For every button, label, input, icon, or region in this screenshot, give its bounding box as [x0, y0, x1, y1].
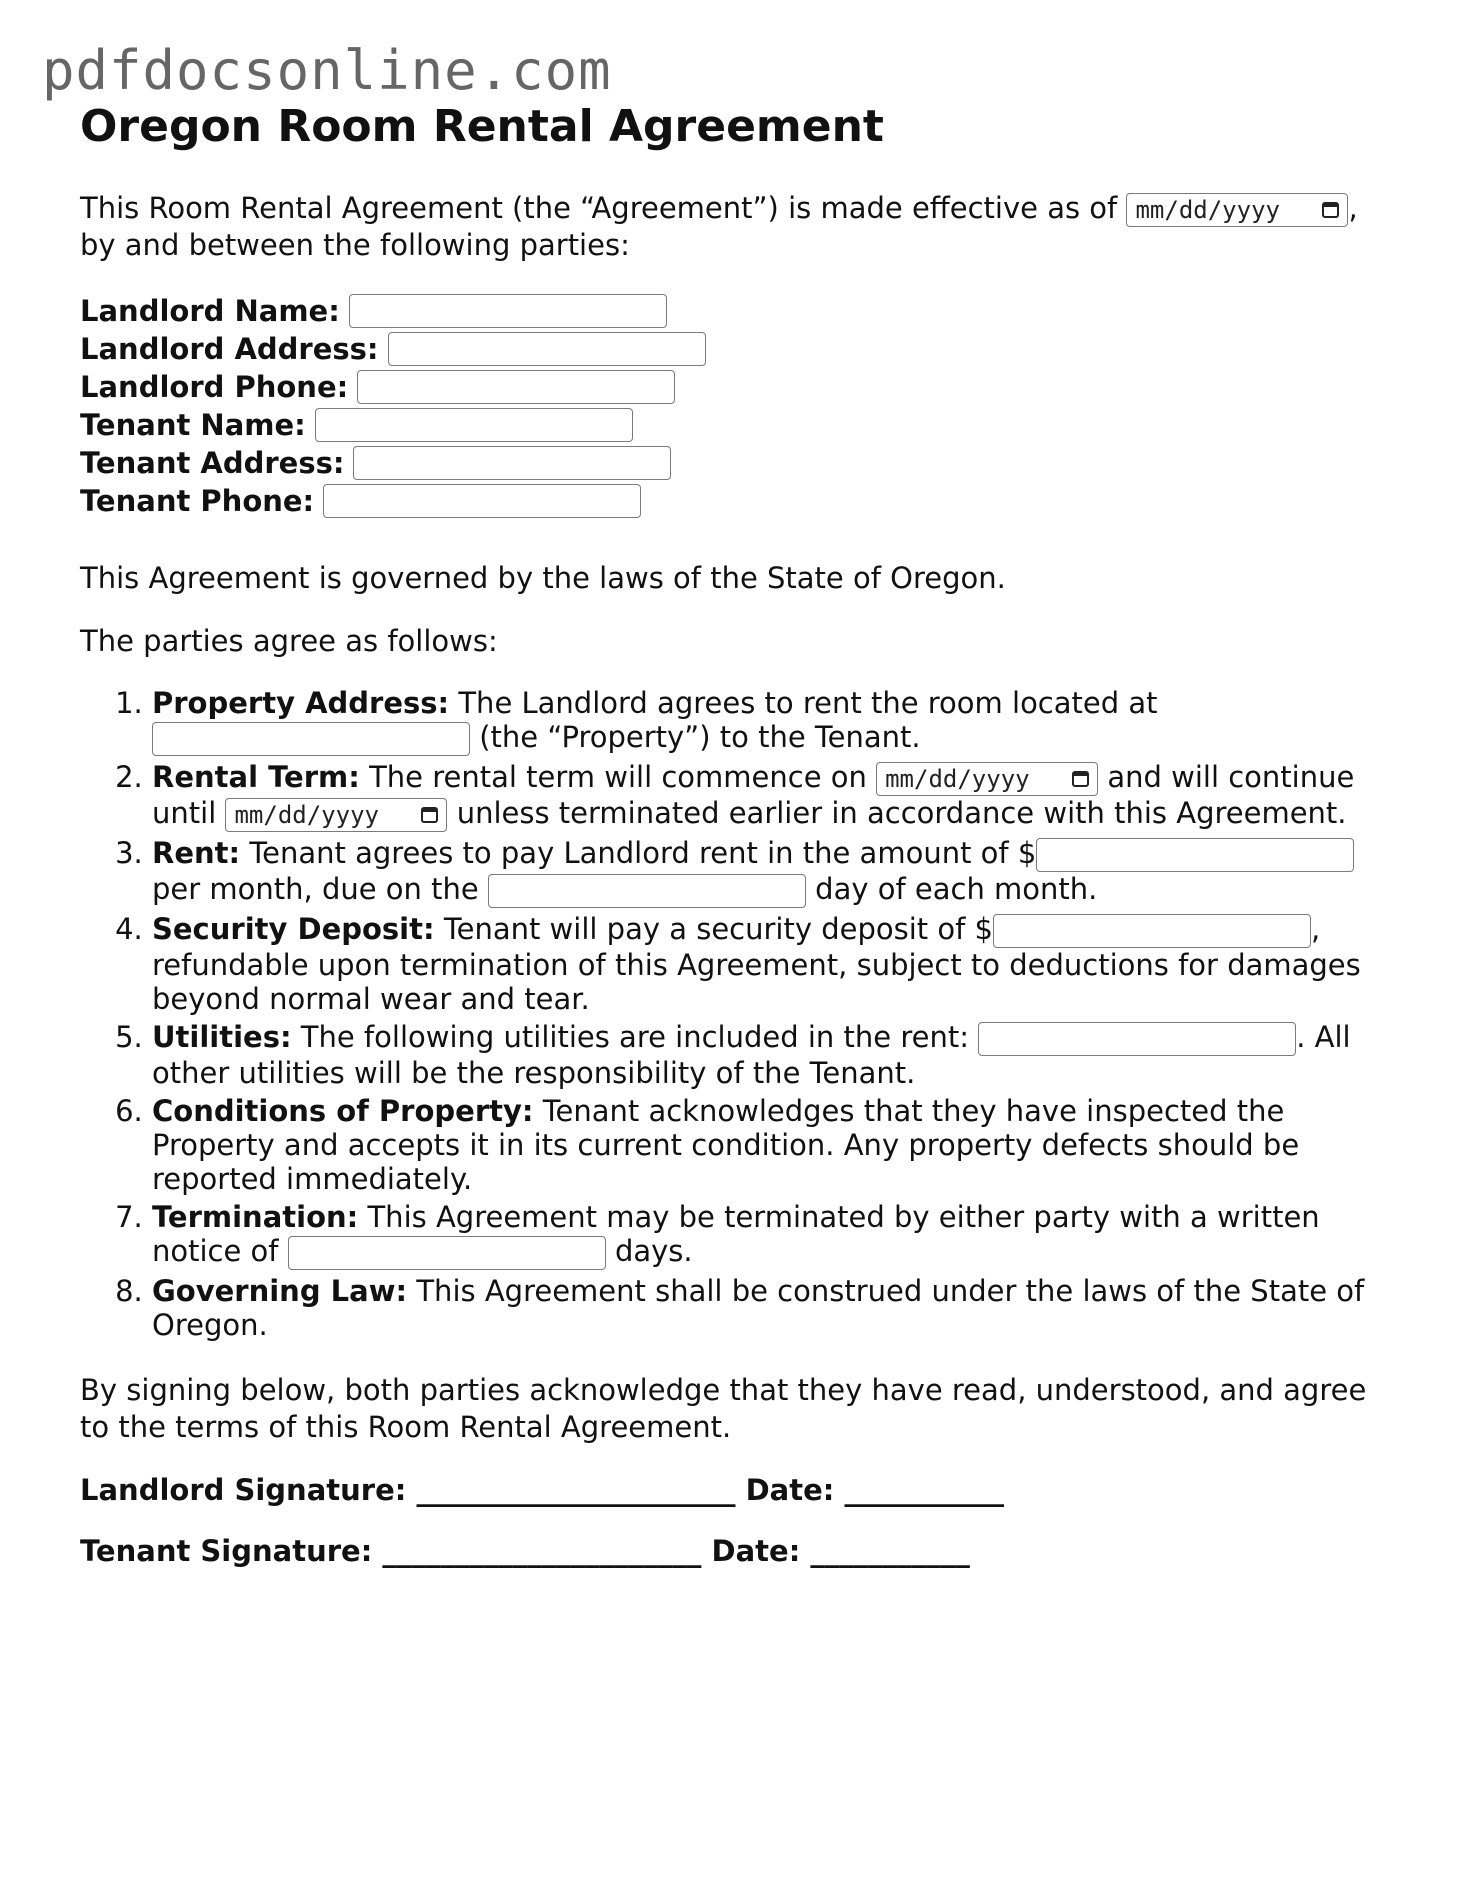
landlord-phone-input[interactable] — [357, 370, 675, 404]
watermark: pdfdocsonline.com — [42, 39, 612, 102]
term-text: unless terminated earlier in accordance with this Agreement. — [456, 796, 1347, 830]
tenant-signature-row — [80, 1533, 1400, 1569]
landlord-signature-line[interactable]: ______________________ — [416, 1473, 736, 1507]
landlord-date-line[interactable]: ___________ — [844, 1473, 1004, 1507]
closing-statement: By signing below, both parties acknowledge that they have read, understood, and agree to the terms of this Room Rental Agreement. — [80, 1373, 1367, 1444]
notice-days-input[interactable] — [288, 1236, 606, 1270]
tenant-address-row — [80, 444, 1400, 482]
date-placeholder: mm/dd/yyyy — [1135, 195, 1280, 224]
term-heading: Property Address: — [152, 686, 450, 720]
tenant-signature-line[interactable]: ______________________ — [382, 1534, 702, 1568]
tenant-signature-label: Tenant Signature: — [80, 1534, 373, 1568]
landlord-name-label: Landlord Name: — [80, 294, 340, 328]
rent-amount-input[interactable] — [1036, 838, 1354, 872]
term-text: day of each month. — [815, 872, 1098, 906]
landlord-signature-row — [80, 1472, 1400, 1508]
document — [80, 100, 1400, 1569]
term-text: This Agreement shall be construed under the laws of the State of Oregon. — [152, 1274, 1365, 1342]
end-date-input[interactable] — [225, 798, 447, 832]
term-text: The rental term will commence on — [369, 760, 867, 794]
term-text: Tenant agrees to pay Landlord rent in the amount of $ — [249, 836, 1037, 870]
term-text: Tenant acknowledges that they have inspected the Property and accepts it in its current condition. Any property defects should be reported immediately. — [152, 1094, 1300, 1196]
term-conditions — [152, 1094, 1400, 1196]
tenant-name-label: Tenant Name: — [80, 408, 306, 442]
term-heading: Conditions of Property: — [152, 1094, 534, 1128]
term-text: The Landlord agrees to rent the room located at — [458, 686, 1158, 720]
tenant-address-input[interactable] — [353, 446, 671, 480]
term-text: The following utilities are included in the rent: — [300, 1020, 969, 1054]
tenant-phone-row — [80, 482, 1400, 520]
calendar-icon[interactable] — [1072, 771, 1089, 787]
tenant-date-label: Date: — [711, 1534, 801, 1568]
intro-text-continued: , by and between the following parties: — [80, 191, 1358, 262]
governed-statement: This Agreement is governed by the laws of the State of Oregon. — [80, 561, 1006, 595]
tenant-address-label: Tenant Address: — [80, 446, 345, 480]
tenant-phone-input[interactable] — [323, 484, 641, 518]
landlord-phone-row — [80, 368, 1400, 406]
term-text: , refundable upon termination of this Agreement, subject to deductions for damages beyond normal wear and tear. — [152, 912, 1361, 1016]
landlord-name-input[interactable] — [349, 294, 667, 328]
term-termination — [152, 1200, 1400, 1270]
date-placeholder: mm/dd/yyyy — [885, 765, 1030, 793]
tenant-phone-label: Tenant Phone: — [80, 484, 315, 518]
utilities-input[interactable] — [978, 1022, 1296, 1056]
security-deposit-input[interactable] — [993, 914, 1311, 948]
term-rental-term — [152, 760, 1400, 832]
term-text: (the “Property”) to the Tenant. — [479, 720, 921, 754]
term-security-deposit — [152, 912, 1400, 1016]
effective-date-input[interactable] — [1126, 193, 1348, 227]
calendar-icon[interactable] — [421, 807, 438, 823]
term-heading: Utilities: — [152, 1020, 292, 1054]
tenant-date-line[interactable]: ___________ — [810, 1534, 970, 1568]
term-text: per month, due on the — [152, 872, 479, 906]
landlord-signature-label: Landlord Signature: — [80, 1473, 407, 1507]
calendar-icon[interactable] — [1322, 202, 1339, 218]
term-text: and will continue until — [152, 760, 1355, 830]
landlord-address-input[interactable] — [388, 332, 706, 366]
landlord-date-label: Date: — [745, 1473, 835, 1507]
term-text: This Agreement may be terminated by either party with a written notice of — [152, 1200, 1320, 1268]
term-text: . All other utilities will be the responsibility of the Tenant. — [152, 1020, 1351, 1090]
rent-due-day-input[interactable] — [488, 874, 806, 908]
page-title: Oregon Room Rental Agreement — [80, 101, 884, 152]
terms-list — [80, 686, 1400, 1342]
term-governing-law — [152, 1274, 1400, 1342]
property-address-input[interactable] — [152, 722, 470, 756]
landlord-phone-label: Landlord Phone: — [80, 370, 349, 404]
term-utilities — [152, 1020, 1400, 1090]
term-heading: Termination: — [152, 1200, 359, 1234]
date-placeholder: mm/dd/yyyy — [234, 801, 379, 829]
term-heading: Rental Term: — [152, 760, 360, 794]
party-fields — [80, 292, 1400, 520]
tenant-name-input[interactable] — [315, 408, 633, 442]
intro-paragraph — [80, 190, 1400, 264]
term-rent — [152, 836, 1400, 908]
landlord-name-row — [80, 292, 1400, 330]
term-heading: Security Deposit: — [152, 912, 435, 946]
term-heading: Rent: — [152, 836, 241, 870]
term-property-address — [152, 686, 1400, 756]
agree-statement: The parties agree as follows: — [80, 624, 498, 658]
term-text: days. — [614, 1234, 693, 1268]
intro-text: This Room Rental Agreement (the “Agreement”) is made effective as of — [80, 191, 1118, 225]
start-date-input[interactable] — [876, 762, 1098, 796]
term-heading: Governing Law: — [152, 1274, 408, 1308]
term-text: Tenant will pay a security deposit of $ — [443, 912, 993, 946]
landlord-address-label: Landlord Address: — [80, 332, 379, 366]
tenant-name-row — [80, 406, 1400, 444]
landlord-address-row — [80, 330, 1400, 368]
